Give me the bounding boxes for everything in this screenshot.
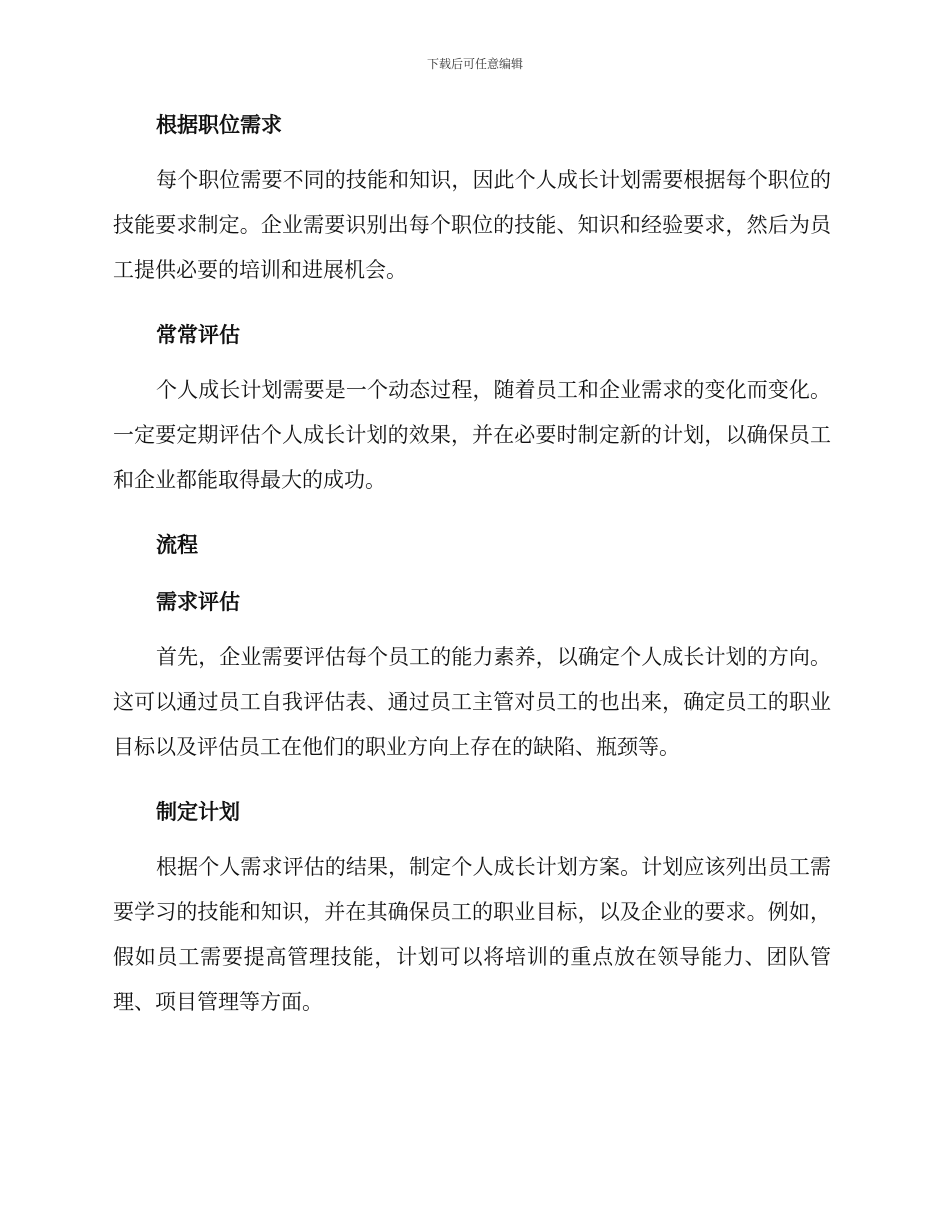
section-heading-needs-assessment: 需求评估 xyxy=(156,590,240,614)
section-paragraph-needs-assessment: 首先，企业需要评估每个员工的能力素养，以确定个人成长计划的方向。这可以通过员工自我评估表、通过员工主管对员工的也出来，确定员工的职业目标以及评估员工在他们的职业方向上存在的缺陷、瓶颈等。 xyxy=(113,645,831,759)
section-paragraph-make-plan: 根据个人需求评估的结果，制定个人成长计划方案。计划应该列出员工需要学习的技能和知识，并在其确保员工的职业目标，以及企业的要求。例如，假如员工需要提高管理技能，计划可以将培训的重点放在领导能力、团队管理、项目管理等方面。 xyxy=(113,855,831,1014)
section-heading-position-requirements: 根据职位需求 xyxy=(156,113,282,137)
header-note: 下载后可任意编辑 xyxy=(426,57,523,71)
document-body xyxy=(113,110,831,1025)
section-paragraph-regular-evaluation: 个人成长计划需要是一个动态过程，随着员工和企业需求的变化而变化。一定要定期评估个人成长计划的效果，并在必要时制定新的计划，以确保员工和企业都能取得最大的成功。 xyxy=(113,378,831,492)
section-heading-make-plan: 制定计划 xyxy=(156,800,240,824)
section-paragraph-position-requirements: 每个职位需要不同的技能和知识，因此个人成长计划需要根据每个职位的技能要求制定。企业需要识别出每个职位的技能、知识和经验要求，然后为员工提供必要的培训和进展机会。 xyxy=(113,168,831,282)
section-heading-process: 流程 xyxy=(156,533,198,557)
section-heading-regular-evaluation: 常常评估 xyxy=(156,323,240,347)
